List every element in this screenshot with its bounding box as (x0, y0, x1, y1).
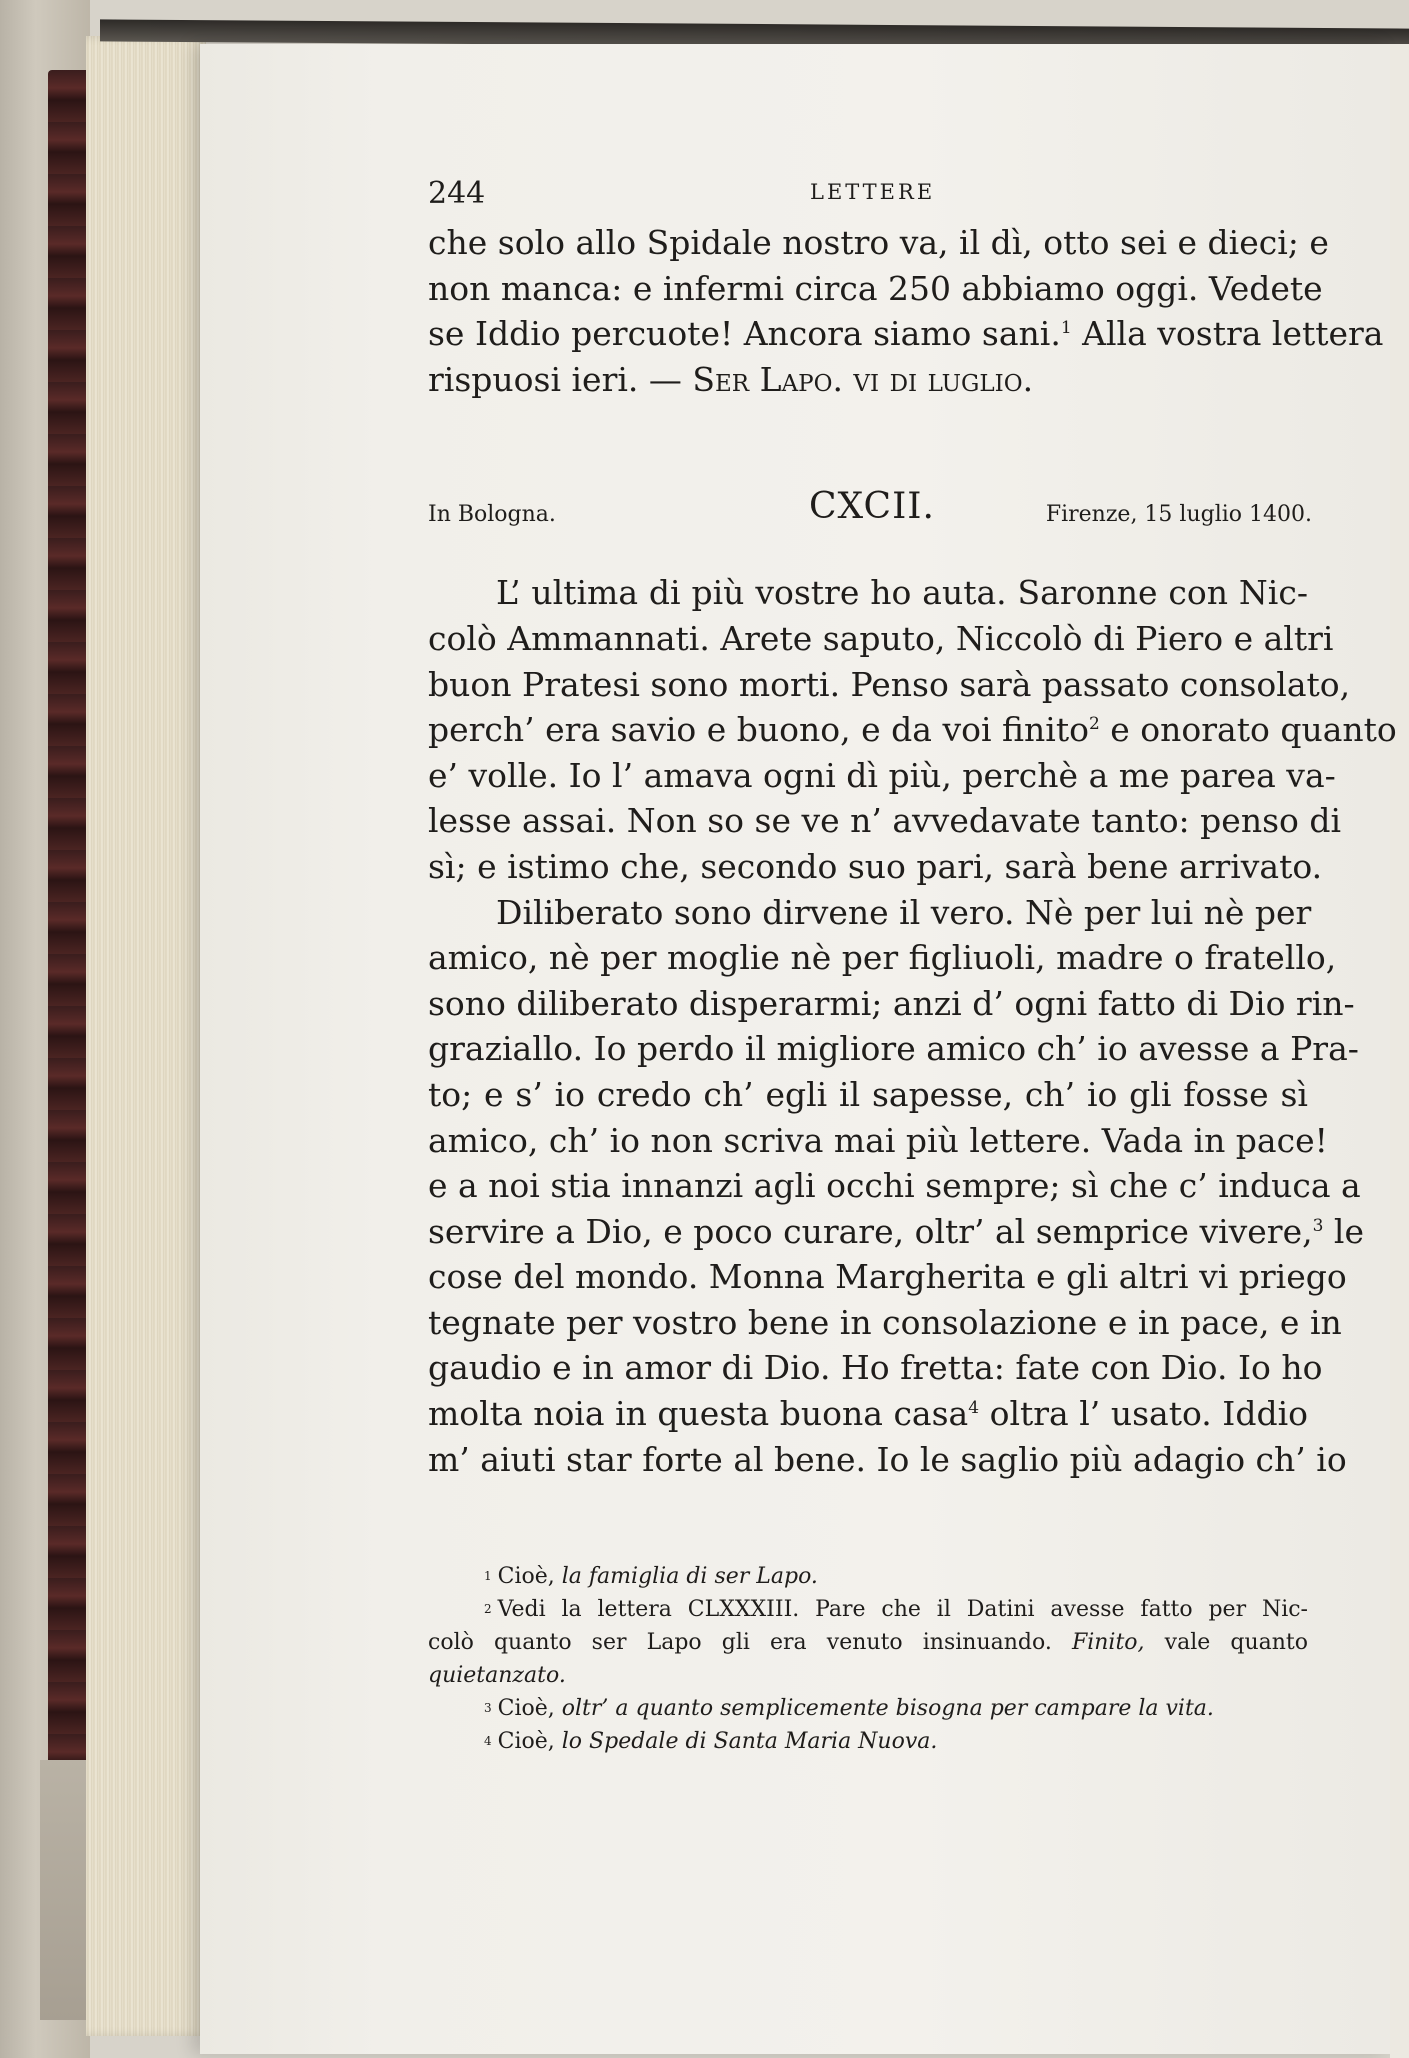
footnote-ref: 1 (1060, 318, 1072, 339)
text-line (428, 1391, 1308, 1437)
text-line: sono diliberato disperarmi; anzi d’ ogni fatto di Dio rin- (428, 983, 1355, 1023)
page-stack-edge (86, 36, 206, 2036)
text-run: e onorato quanto (1099, 710, 1397, 750)
footnote (428, 1593, 1308, 1626)
running-head (428, 166, 1308, 220)
book-binding-edge (48, 70, 90, 1770)
text-line: buon Pratesi sono morti. Penso sarà passato consolato, (428, 664, 1351, 704)
page-number: 244 (428, 176, 486, 211)
text-run: servire a Dio, e poco curare, oltr’ al semprice vivere, (428, 1211, 1313, 1251)
text-run: Alla vostra lettera (1071, 314, 1384, 354)
footnote (428, 1560, 1308, 1593)
text-line (428, 357, 1308, 403)
footnote-text: Vedi la lettera CLXXXIII. Pare che il Datini avesse fatto per Nic- (497, 1597, 1308, 1623)
text-line (428, 1209, 1365, 1255)
footnote-text: Cioè, (497, 1564, 562, 1590)
text-run: molta noia in questa buona casa (428, 1394, 969, 1434)
footnote (428, 1725, 1308, 1758)
facing-page-edge (1390, 44, 1409, 2058)
footnote (428, 1692, 1308, 1725)
footnote-continuation (428, 1659, 1308, 1692)
text-run: rispuosi ieri. — (428, 359, 693, 399)
text-line: lesse assai. Non so se ve n’ avvedavate tanto: penso di (428, 801, 1342, 841)
text-line: che solo allo Spidale nostro va, il dì, otto sei e dieci; e (428, 223, 1329, 262)
footnote-emphasis: lo Spedale di Santa Maria Nuova. (561, 1729, 938, 1755)
text-line: non manca: e infermi circa 250 abbiamo oggi. Vedete (428, 268, 1323, 308)
text-line: e a noi stia innanzi agli occhi sempre; sì che c’ induca a (428, 1166, 1361, 1206)
text-line (428, 707, 1397, 753)
letter-heading (428, 474, 1312, 554)
footnote-continuation (428, 1626, 1308, 1659)
letter-destination: In Bologna. (428, 502, 556, 528)
footnote-ref: 3 (1312, 1215, 1324, 1236)
text-line: amico, ch’ io non scriva mai più lettere. Vada in pace! (428, 1120, 1328, 1160)
letter-body (428, 570, 1397, 1482)
running-title: LETTERE (810, 180, 936, 204)
footnote-text: vale quanto (1144, 1630, 1308, 1656)
text-line: sì; e istimo che, secondo suo pari, sarà bene arrivato. (428, 846, 1323, 886)
footnote-emphasis: Finito, (1071, 1630, 1145, 1656)
footnote-mark: 2 (484, 1602, 492, 1617)
footnote-mark: 4 (484, 1734, 492, 1749)
text-run: le (1323, 1211, 1365, 1251)
signature: Ser Lapo (692, 359, 833, 399)
date-run: . vi di luglio. (832, 359, 1034, 399)
page-content (428, 166, 1397, 1758)
text-run: se Iddio percuote! Ancora siamo sani. (428, 314, 1061, 354)
text-line: graziallo. Io perdo il migliore amico ch’ io avesse a Pra- (428, 1029, 1359, 1069)
footnote-emphasis: quietanzato. (428, 1663, 566, 1689)
footnote-mark: 1 (484, 1569, 492, 1584)
footnote-text: colò quanto ser Lapo gli era venuto insinuando. (428, 1630, 1072, 1656)
text-line: e’ volle. Io l’ amava ogni dì più, perchè a me parea va- (428, 755, 1336, 795)
text-line: Diliberato sono dirvene il vero. Nè per lui nè per (496, 892, 1312, 932)
text-line (428, 311, 1384, 357)
text-line: L’ ultima di più vostre ho auta. Saronne con Nic- (496, 573, 1308, 613)
text-line: m’ aiuti star forte al bene. Io le saglio più adagio ch’ io (428, 1439, 1347, 1479)
text-line: to; e s’ io credo ch’ egli il sapesse, ch’ io gli fosse sì (428, 1074, 1308, 1114)
footnotes (428, 1560, 1308, 1758)
text-run: perch’ era savio e buono, e da voi finito (428, 710, 1089, 750)
footnote-emphasis: la famiglia di ser Lapo. (561, 1564, 818, 1590)
text-line: tegnate per vostro bene in consolazione e in pace, e in (428, 1302, 1342, 1342)
letter-place-date: Firenze, 15 luglio 1400. (1045, 502, 1312, 528)
footnote-text: Cioè, (497, 1729, 562, 1755)
text-line: amico, nè per moglie nè per figliuoli, madre o fratello, (428, 938, 1337, 978)
footnote-text: Cioè, (497, 1696, 562, 1722)
text-line: cose del mondo. Monna Margherita e gli altri vi priego (428, 1257, 1347, 1297)
footnote-emphasis: oltr’ a quanto semplicemente bisogna per campare la vita. (561, 1696, 1214, 1722)
footnote-ref: 2 (1088, 714, 1100, 735)
footnote-ref: 4 (968, 1398, 980, 1419)
text-run: oltra l’ usato. Iddio (979, 1394, 1308, 1434)
letter-number: CXCII. (809, 486, 935, 528)
text-line: colò Ammannati. Arete saputo, Niccolò di Piero e altri (428, 618, 1334, 658)
preceding-letter-end (428, 220, 1384, 402)
footnote-mark: 3 (484, 1701, 492, 1716)
text-line: gaudio e in amor di Dio. Ho fretta: fate con Dio. Io ho (428, 1348, 1323, 1388)
